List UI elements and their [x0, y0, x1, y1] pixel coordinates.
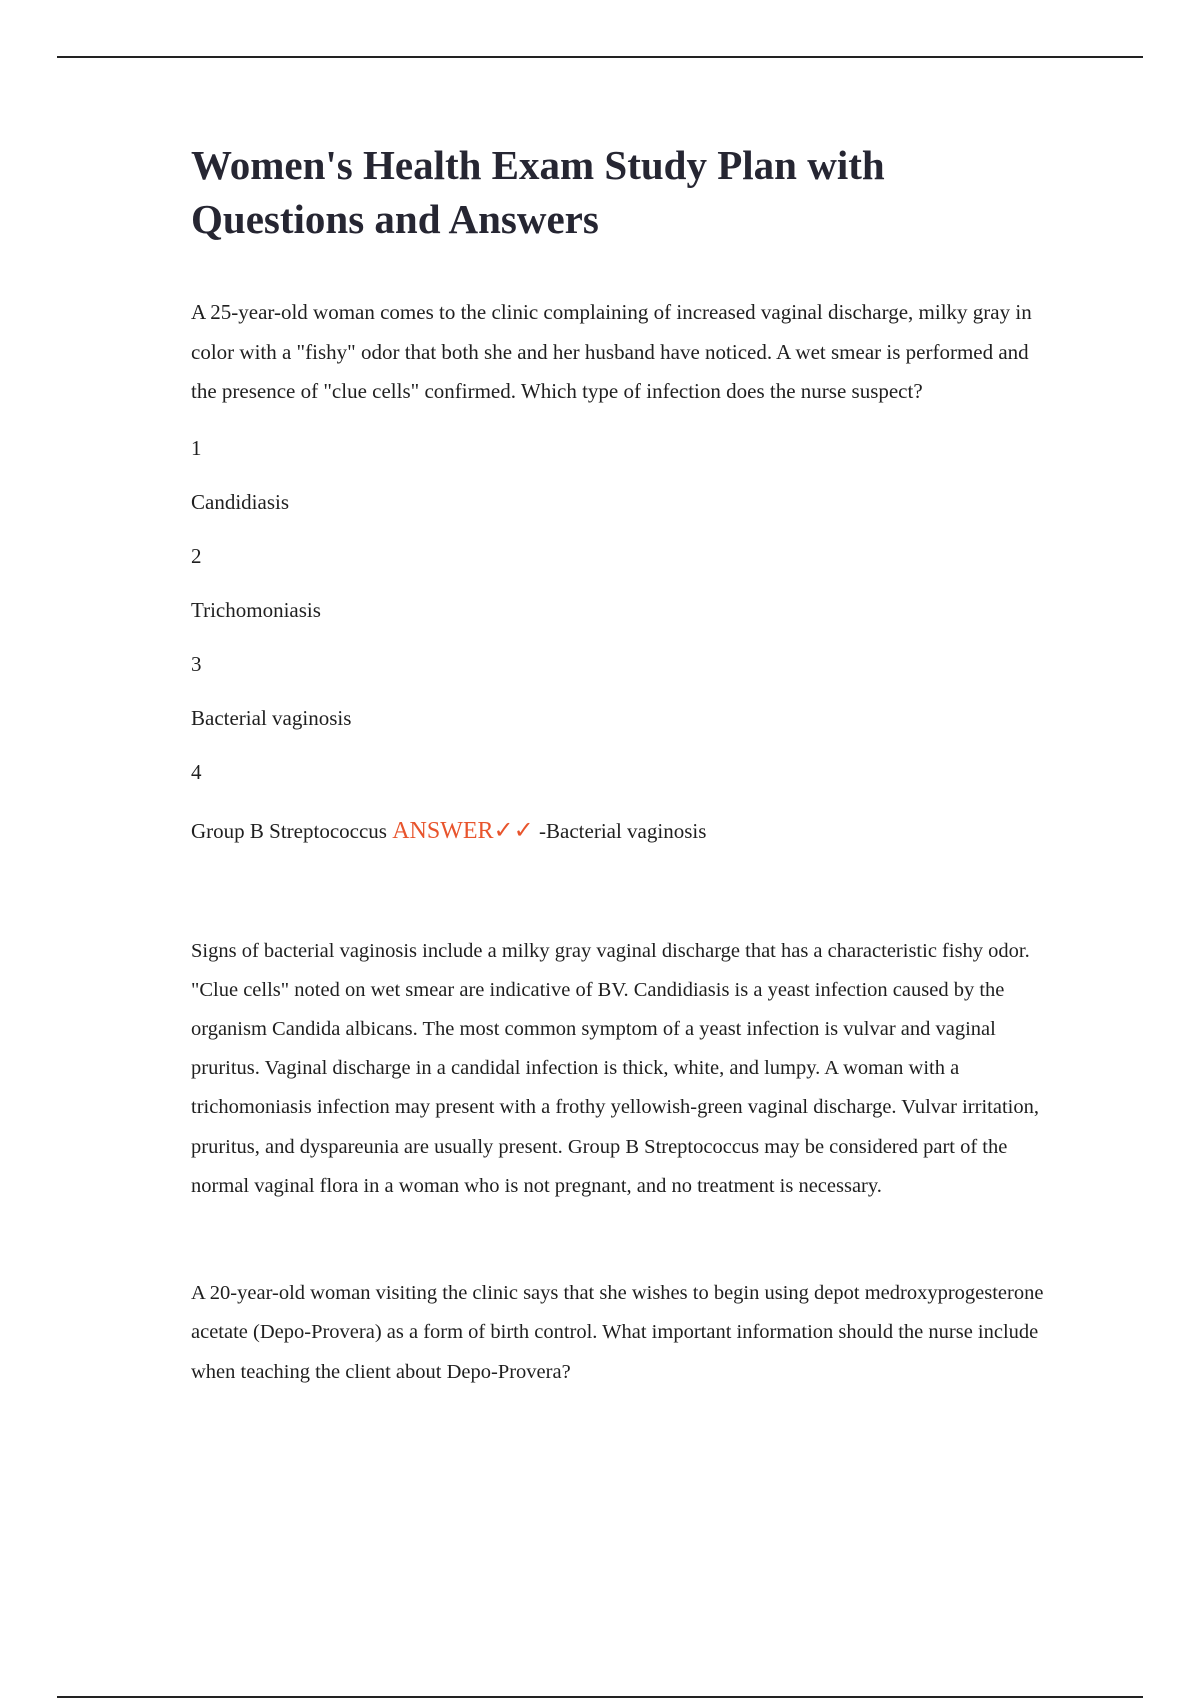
option-2-number: 2 [191, 543, 202, 568]
question-1-stem: A 25-year-old woman comes to the clinic complaining of increased vaginal discharge, milky gray in color with a "fishy" odor that both she and her husband have noticed. A wet smear is performed and the presence of "clue cells" confirmed. Which type of infection does the nurse suspect? [191, 300, 1032, 403]
option-3-text: Bacterial vaginosis [191, 705, 352, 730]
question-2-stem: A 20-year-old woman visiting the clinic says that she wishes to begin using depot medroxyprogesterone acetate (Depo-Provera) as a form of birth control. What important information should the nurse include when teaching the client about Depo-Provera? [191, 1281, 1044, 1383]
question-1-explanation: Signs of bacterial vaginosis include a milky gray vaginal discharge that has a characteristic fishy odor. "Clue cells" noted on wet smear are indicative of BV. Candidiasis is a yeast infection caused by the organism Candida albicans. The most common symptom of a yeast infection is vulvar and vaginal pruritus. Vaginal discharge in a candidal infection is thick, white, and lumpy. A woman with a trichomoniasis infection may present with a frothy yellowish-green vaginal discharge. Vulvar irritation, pruritus, and dyspareunia are usually present. Group B Streptococcus may be considered part of the normal vaginal flora in a woman who is not pregnant, and no treatment is necessary. [191, 939, 1039, 1197]
answer-text: -Bacterial vaginosis [539, 818, 707, 843]
document-title: Women's Health Exam Study Plan with Questions and Answers [191, 142, 885, 242]
option-2-text: Trichomoniasis [191, 597, 321, 622]
answer-line [191, 816, 1051, 846]
option-4-number: 4 [191, 759, 202, 784]
option-1-text: Candidiasis [191, 489, 289, 514]
answer-label: ANSWER✓✓ [392, 817, 534, 844]
top-rule [57, 56, 1143, 58]
option-3-number: 3 [191, 651, 202, 676]
option-1-number: 1 [191, 435, 202, 460]
option-4-text: Group B Streptococcus [191, 818, 387, 843]
document-content [191, 138, 1051, 1392]
bottom-rule [57, 1696, 1143, 1698]
